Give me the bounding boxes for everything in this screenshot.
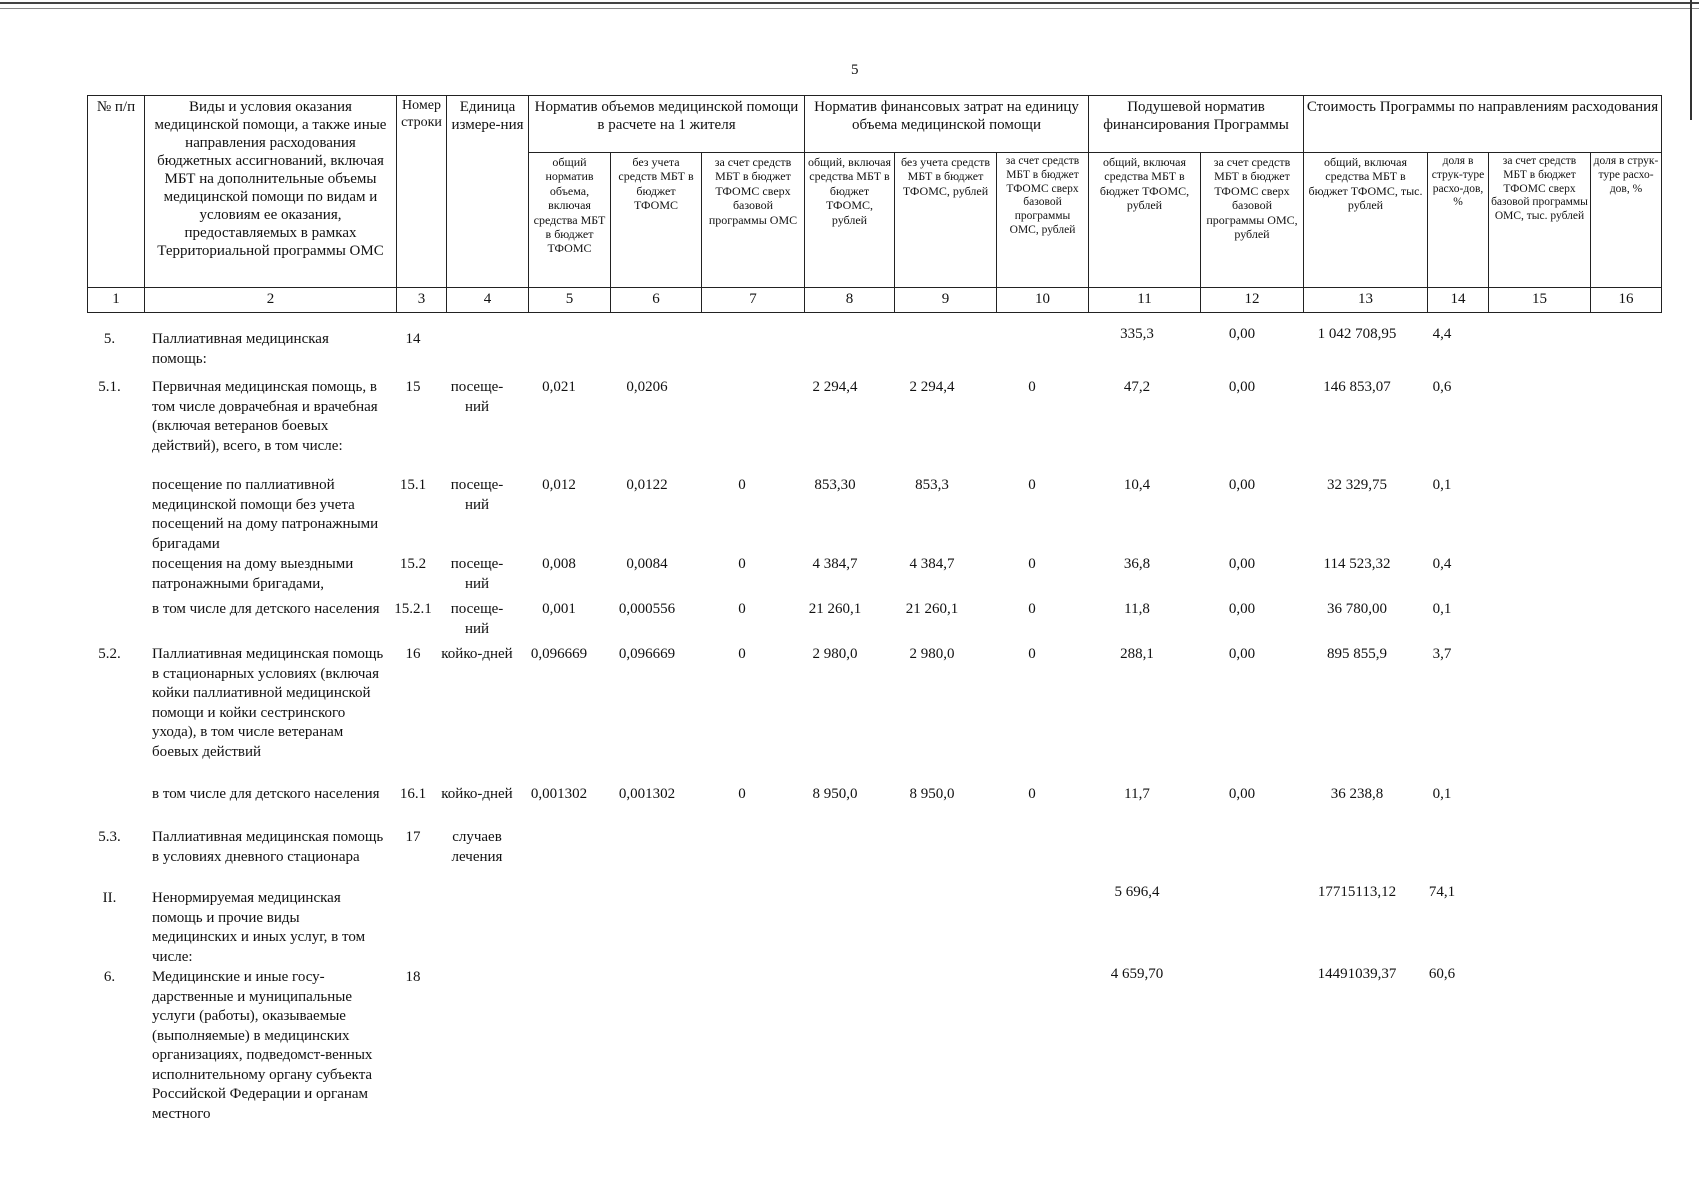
row-value-9: 21 260,1 xyxy=(905,601,959,617)
row-value-5: 0,008 xyxy=(542,556,576,572)
row-value-12: 0,00 xyxy=(1228,601,1256,617)
row-value-13: 17715113,12 xyxy=(1317,884,1397,900)
header-group-total: Стоимость Программы по направлениям расходования xyxy=(1304,96,1662,153)
row-number: 5. xyxy=(103,331,116,347)
row-name: в том числе для детского населения xyxy=(152,601,380,617)
row-value-13: 146 853,07 xyxy=(1323,379,1391,395)
row-name: Медицинские и иные госу-дарственные и муниципальные услуги (работы), оказываемые (выполняемые) в медицинских организациях, подведомст-венных исполнительному органу субъекта Российской Федерации и органам местного xyxy=(152,969,373,1122)
row-value-11: 47,2 xyxy=(1123,379,1151,395)
row-value-11: 11,7 xyxy=(1124,786,1150,802)
row-value-10: 0 xyxy=(1028,786,1036,802)
row-line-number: 18 xyxy=(405,969,421,985)
row-name: посещения на дому выездными патронажными бригадами, xyxy=(152,556,354,592)
row-value-11: 10,4 xyxy=(1123,477,1151,493)
column-number: 11 xyxy=(1089,288,1201,313)
row-value-13: 32 329,75 xyxy=(1327,477,1387,493)
column-number: 15 xyxy=(1489,288,1591,313)
header-sub-5: общий норматив объема, включая средства МБТ в бюджет ТФОМС xyxy=(529,153,611,288)
row-value-6: 0,000556 xyxy=(618,601,676,617)
row-line-number: 15.2.1 xyxy=(394,601,432,617)
row-value-12: 0,00 xyxy=(1228,646,1256,662)
row-value-14: 74,1 xyxy=(1428,884,1456,900)
table-row xyxy=(87,645,1657,785)
row-name: Первичная медицинская помощь, в том числе доврачебная и врачебная (включая ветеранов боевых действий), всего, в том числе: xyxy=(152,379,378,454)
row-number: 5.3. xyxy=(98,829,121,845)
column-number: 9 xyxy=(895,288,997,313)
table-body xyxy=(87,326,1657,1133)
row-number: 5.1. xyxy=(98,379,121,395)
column-number: 8 xyxy=(805,288,895,313)
header-sub-8: общий, включая средства МБТ в бюджет ТФОМС, рублей xyxy=(805,153,895,288)
table-row xyxy=(87,476,1657,555)
row-value-9: 2 294,4 xyxy=(909,379,955,395)
row-name: Паллиативная медицинская помощь в стационарных условиях (включая койки паллиативной медицинской помощи и койки сестринского ухода), в том числе ветеранам боевых действий xyxy=(152,646,384,760)
header-sub-11: общий, включая средства МБТ в бюджет ТФОМС, рублей xyxy=(1089,153,1201,288)
header-sub-6: без учета средств МБТ в бюджет ТФОМС xyxy=(611,153,702,288)
row-unit: посеще-ний xyxy=(450,477,504,513)
row-name: Паллиативная медицинская помощь: xyxy=(152,331,329,367)
row-value-11: 288,1 xyxy=(1120,646,1154,662)
row-line-number: 17 xyxy=(405,829,421,845)
row-value-14: 0,6 xyxy=(1432,379,1452,395)
row-value-12: 0,00 xyxy=(1228,326,1256,342)
row-value-6: 0,0206 xyxy=(626,379,668,395)
row-value-10: 0 xyxy=(1028,556,1036,572)
header-group-volume: Норматив объемов медицинской помощи в расчете на 1 жителя xyxy=(529,96,805,153)
header-group-percapita: Подушевой норматив финансирования Программы xyxy=(1089,96,1304,153)
column-number: 5 xyxy=(529,288,611,313)
row-value-5: 0,001302 xyxy=(530,786,588,802)
row-value-11: 335,3 xyxy=(1120,326,1154,342)
row-value-5: 0,001 xyxy=(542,601,576,617)
row-number: 5.2. xyxy=(98,646,121,662)
page-number: 5 xyxy=(851,62,859,78)
row-value-8: 4 384,7 xyxy=(812,556,858,572)
row-value-10: 0 xyxy=(1028,601,1036,617)
row-line-number: 14 xyxy=(405,331,421,347)
row-value-7: 0 xyxy=(738,601,746,617)
row-value-6: 0,001302 xyxy=(618,786,676,802)
row-value-6: 0,0084 xyxy=(626,556,668,572)
row-name: Ненормируемая медицинская помощь и прочие виды медицинских и иных услуг, в том числе: xyxy=(152,890,366,965)
table-row xyxy=(87,326,1657,378)
header-sub-12: за счет средств МБТ в бюджет ТФОМС сверх базовой программы ОМС, рублей xyxy=(1201,153,1304,288)
row-value-9: 8 950,0 xyxy=(909,786,955,802)
scan-right-edge xyxy=(1690,0,1692,120)
row-value-11: 11,8 xyxy=(1124,601,1150,617)
scan-top-border xyxy=(0,2,1699,4)
row-line-number: 15.1 xyxy=(399,477,427,493)
header-column-numbers xyxy=(88,288,1662,313)
column-number: 6 xyxy=(611,288,702,313)
row-unit: посеще-ний xyxy=(450,379,504,415)
header-col-types: Виды и условия оказания медицинской помощи, а также иные направления расходования бюджетных ассигнований, включая МБТ на дополнительные объемы медицинской помощи по видам и условиям ее оказания, предоставляемых в рамках Территориальной программы ОМС xyxy=(145,96,397,288)
table-row xyxy=(87,785,1657,828)
row-line-number: 16.1 xyxy=(399,786,427,802)
table-row xyxy=(87,828,1657,889)
row-unit: посеще-ний xyxy=(450,601,504,637)
header-sub-9: без учета средств МБТ в бюджет ТФОМС, рублей xyxy=(895,153,997,288)
row-value-13: 1 042 708,95 xyxy=(1317,326,1397,342)
row-value-8: 853,30 xyxy=(814,477,856,493)
row-number: II. xyxy=(102,890,117,906)
row-value-9: 853,3 xyxy=(915,477,949,493)
row-value-13: 895 855,9 xyxy=(1327,646,1387,662)
column-number: 7 xyxy=(702,288,805,313)
row-value-10: 0 xyxy=(1028,477,1036,493)
table-row xyxy=(87,555,1657,600)
row-value-6: 0,0122 xyxy=(626,477,668,493)
header-sub-14: доля в струк-туре расхо-дов, % xyxy=(1428,153,1489,288)
row-value-9: 4 384,7 xyxy=(909,556,955,572)
row-value-12: 0,00 xyxy=(1228,786,1256,802)
row-value-14: 0,4 xyxy=(1432,556,1452,572)
row-number: 6. xyxy=(103,969,116,985)
row-value-8: 2 980,0 xyxy=(812,646,858,662)
row-name: Паллиативная медицинская помощь в условиях дневного стационара xyxy=(152,829,384,865)
row-unit: койко-дней xyxy=(441,646,513,662)
header-sub-16: доля в струк-туре расхо-дов, % xyxy=(1591,153,1662,288)
row-value-7: 0 xyxy=(738,786,746,802)
header-sub-10: за счет средств МБТ в бюджет ТФОМС сверх базовой программы ОМС, рублей xyxy=(997,153,1089,288)
row-value-12: 0,00 xyxy=(1228,477,1256,493)
header-sub-13: общий, включая средства МБТ в бюджет ТФОМС, тыс. рублей xyxy=(1304,153,1428,288)
row-value-14: 3,7 xyxy=(1432,646,1452,662)
table-row xyxy=(87,600,1657,645)
row-unit: койко-дней xyxy=(441,786,513,802)
row-value-14: 4,4 xyxy=(1432,326,1452,342)
column-number: 3 xyxy=(397,288,447,313)
row-value-13: 36 780,00 xyxy=(1327,601,1387,617)
header-group-cost: Норматив финансовых затрат на единицу объема медицинской помощи xyxy=(805,96,1089,153)
column-number: 2 xyxy=(145,288,397,313)
row-line-number: 16 xyxy=(405,646,421,662)
row-name: в том числе для детского населения xyxy=(152,786,380,802)
column-number: 10 xyxy=(997,288,1089,313)
row-value-5: 0,096669 xyxy=(530,646,588,662)
row-value-8: 2 294,4 xyxy=(812,379,858,395)
row-value-7: 0 xyxy=(738,556,746,572)
row-unit: случаев лечения xyxy=(451,829,503,865)
table-row xyxy=(87,968,1657,1133)
table-row xyxy=(87,378,1657,476)
header-sub-15: за счет средств МБТ в бюджет ТФОМС сверх базовой программы ОМС, тыс. рублей xyxy=(1489,153,1591,288)
row-line-number: 15.2 xyxy=(399,556,427,572)
table-row xyxy=(87,884,1657,968)
row-value-14: 0,1 xyxy=(1432,786,1452,802)
row-value-11: 4 659,70 xyxy=(1110,966,1164,982)
column-number: 4 xyxy=(447,288,529,313)
row-value-14: 60,6 xyxy=(1428,966,1456,982)
row-line-number: 15 xyxy=(405,379,421,395)
row-value-9: 2 980,0 xyxy=(909,646,955,662)
column-number: 12 xyxy=(1201,288,1304,313)
row-value-10: 0 xyxy=(1028,379,1036,395)
row-unit: посеще-ний xyxy=(450,556,504,592)
row-value-13: 114 523,32 xyxy=(1323,556,1391,572)
column-number: 14 xyxy=(1428,288,1489,313)
header-col-unit: Единица измере-ния xyxy=(447,96,529,288)
row-value-12: 0,00 xyxy=(1228,379,1256,395)
column-number: 16 xyxy=(1591,288,1662,313)
row-name: посещение по паллиативной медицинской помощи без учета посещений на дому патронажными бригадами xyxy=(152,477,379,552)
row-value-11: 36,8 xyxy=(1123,556,1151,572)
row-value-7: 0 xyxy=(738,646,746,662)
row-value-13: 14491039,37 xyxy=(1317,966,1397,982)
scan-top-border-thin xyxy=(0,8,1699,9)
row-value-6: 0,096669 xyxy=(618,646,676,662)
header-col-line: Номер строки xyxy=(397,96,447,288)
row-value-7: 0 xyxy=(738,477,746,493)
column-number: 1 xyxy=(88,288,145,313)
row-value-14: 0,1 xyxy=(1432,477,1452,493)
row-value-8: 8 950,0 xyxy=(812,786,858,802)
row-value-14: 0,1 xyxy=(1432,601,1452,617)
row-value-12: 0,00 xyxy=(1228,556,1256,572)
table-header xyxy=(87,95,1662,313)
row-value-11: 5 696,4 xyxy=(1114,884,1160,900)
row-value-13: 36 238,8 xyxy=(1330,786,1384,802)
row-value-5: 0,012 xyxy=(542,477,576,493)
row-value-10: 0 xyxy=(1028,646,1036,662)
row-value-8: 21 260,1 xyxy=(808,601,862,617)
header-col-no: № п/п xyxy=(88,96,145,288)
column-number: 13 xyxy=(1304,288,1428,313)
header-sub-7: за счет средств МБТ в бюджет ТФОМС сверх базовой программы ОМС xyxy=(702,153,805,288)
row-value-5: 0,021 xyxy=(542,379,576,395)
